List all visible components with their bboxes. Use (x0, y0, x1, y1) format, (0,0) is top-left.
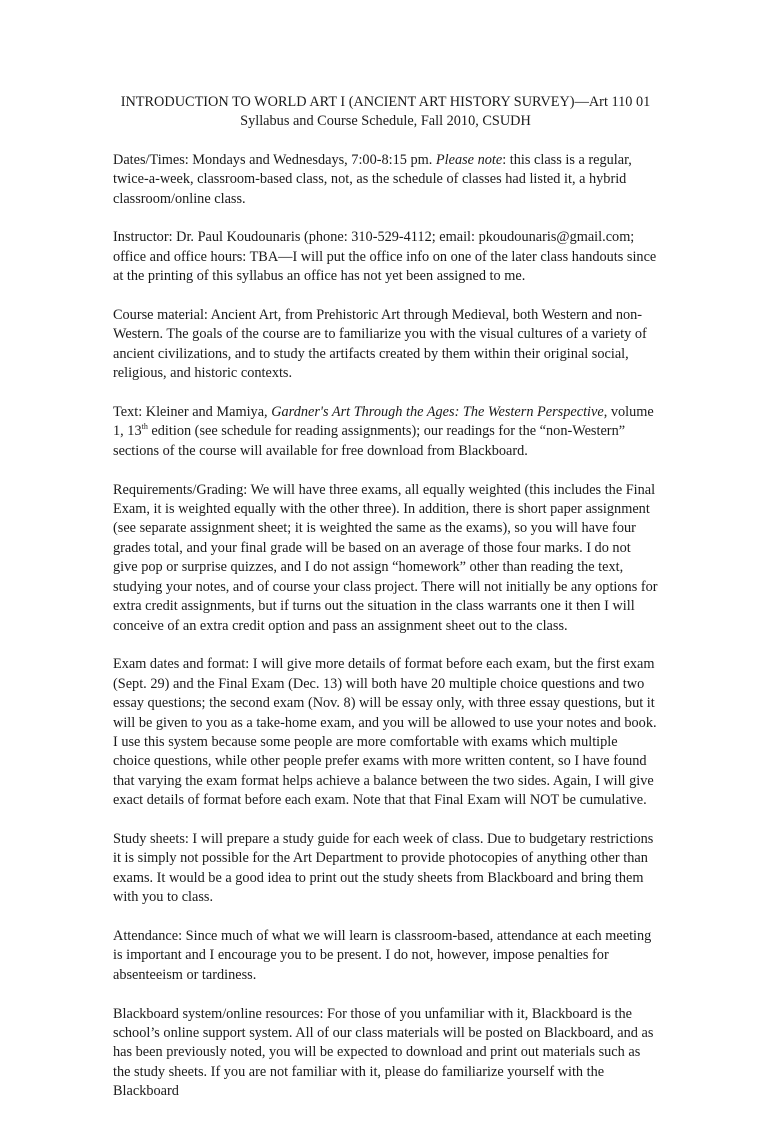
please-note-label: Please note (435, 151, 503, 168)
textbook-rest: edition (see schedule for reading assignments); our readings for the “non-Western” sections of the course will available for free download from Blackboard. (113, 423, 626, 459)
textbook-paragraph (113, 403, 658, 461)
course-title: INTRODUCTION TO WORLD ART I (ANCIENT ART HISTORY SURVEY)—Art 110 01 (120, 94, 651, 110)
requirements-paragraph: Requirements/Grading: We will have three exams, all equally weighted (this includes the Final Exam, it is weighted equally with the other three). In addition, there is short paper assignment (see separate assignment sheet; it is weighted the same as the exams), so you will have four grades total, and your final grade will be based on an average of those four marks. I do not give pop or surprise quizzes, and I do not assign “homework” other than reading the text, studying your notes, and of course your class project. There will not initially be any options for extra credit assignments, but if turns out the situation in the class warrants one it then I will conceive of an extra credit option and pass an assignment sheet out to the class. (113, 481, 658, 634)
textbook-title: Gardner's Art Through the Ages: The Western Perspective (271, 404, 604, 421)
instructor-paragraph: Instructor: Dr. Paul Koudounaris (phone: 310-529-4112; email: pkoudounaris@gmail.com; office and office hours: TBA—I will put the office info on one of the later class handouts since at the printing of this syllabus an office has not yet been assigned to me. (113, 229, 657, 285)
syllabus-page (113, 93, 658, 1121)
syllabus-heading (113, 93, 658, 132)
study-sheets-paragraph: Study sheets: I will prepare a study guide for each week of class. Due to budgetary restrictions it is simply not possible for the Art Department to provide photocopies of anything other than exams. It would be a good idea to print out the study sheets from Blackboard and bring them with you to class. (113, 830, 654, 906)
course-subtitle: Syllabus and Course Schedule, Fall 2010, CSUDH (240, 113, 531, 130)
edition-suffix: th (141, 422, 148, 432)
dates-lead: Dates/Times: Mondays and Wednesdays, 7:00-8:15 pm. (113, 151, 436, 168)
blackboard-paragraph: Blackboard system/online resources: For those of you unfamiliar with it, Blackboard is the school’s online support system. All of our class materials will be posted on Blackboard, and as has been previously noted, you will be expected to download and print out materials such as the study sheets. If you are not familiar with it, please do familiarize yourself with the Blackboard (113, 1005, 654, 1100)
textbook-middle: , volume 1, (113, 404, 654, 440)
exams-paragraph: Exam dates and format: I will give more details of format before each exam, but the first exam (Sept. 29) and the Final Exam (Dec. 13) will both have 20 multiple choice questions and two essay questions; the second exam (Nov. 8) will be essay only, with three essay questions, but it will be given to you as a take-home exam, and you will be allowed to use your notes and book. I use this system because some people are more comfortable with exams which multiple choice questions, while other people prefer exams with more written content, so I have found that varying the exam format helps achieve a balance between the two sides. Again, I will give exact details of format before each exam. Note that that Final Exam will NOT be cumulative. (113, 656, 657, 809)
attendance-paragraph: Attendance: Since much of what we will learn is classroom-based, attendance at each meeting is important and I encourage you to be present. I do not, however, impose penalties for absenteeism or tardiness. (113, 927, 652, 983)
dates-paragraph (113, 151, 658, 209)
dates-text: : this class is a regular, twice-a-week, classroom-based class, not, as the schedule of classes had listed it, a hybrid classroom/online class. (113, 151, 632, 207)
edition-number: 13 (127, 423, 142, 440)
course-material-paragraph: Course material: Ancient Art, from Prehistoric Art through Medieval, both Western and non-Western. The goals of the course are to familiarize you with the visual cultures of a variety of ancient civilizations, and to study the artifacts created by them within their original social, religious, and historic contexts. (113, 307, 647, 382)
textbook-lead: Text: Kleiner and Mamiya, (113, 404, 272, 421)
